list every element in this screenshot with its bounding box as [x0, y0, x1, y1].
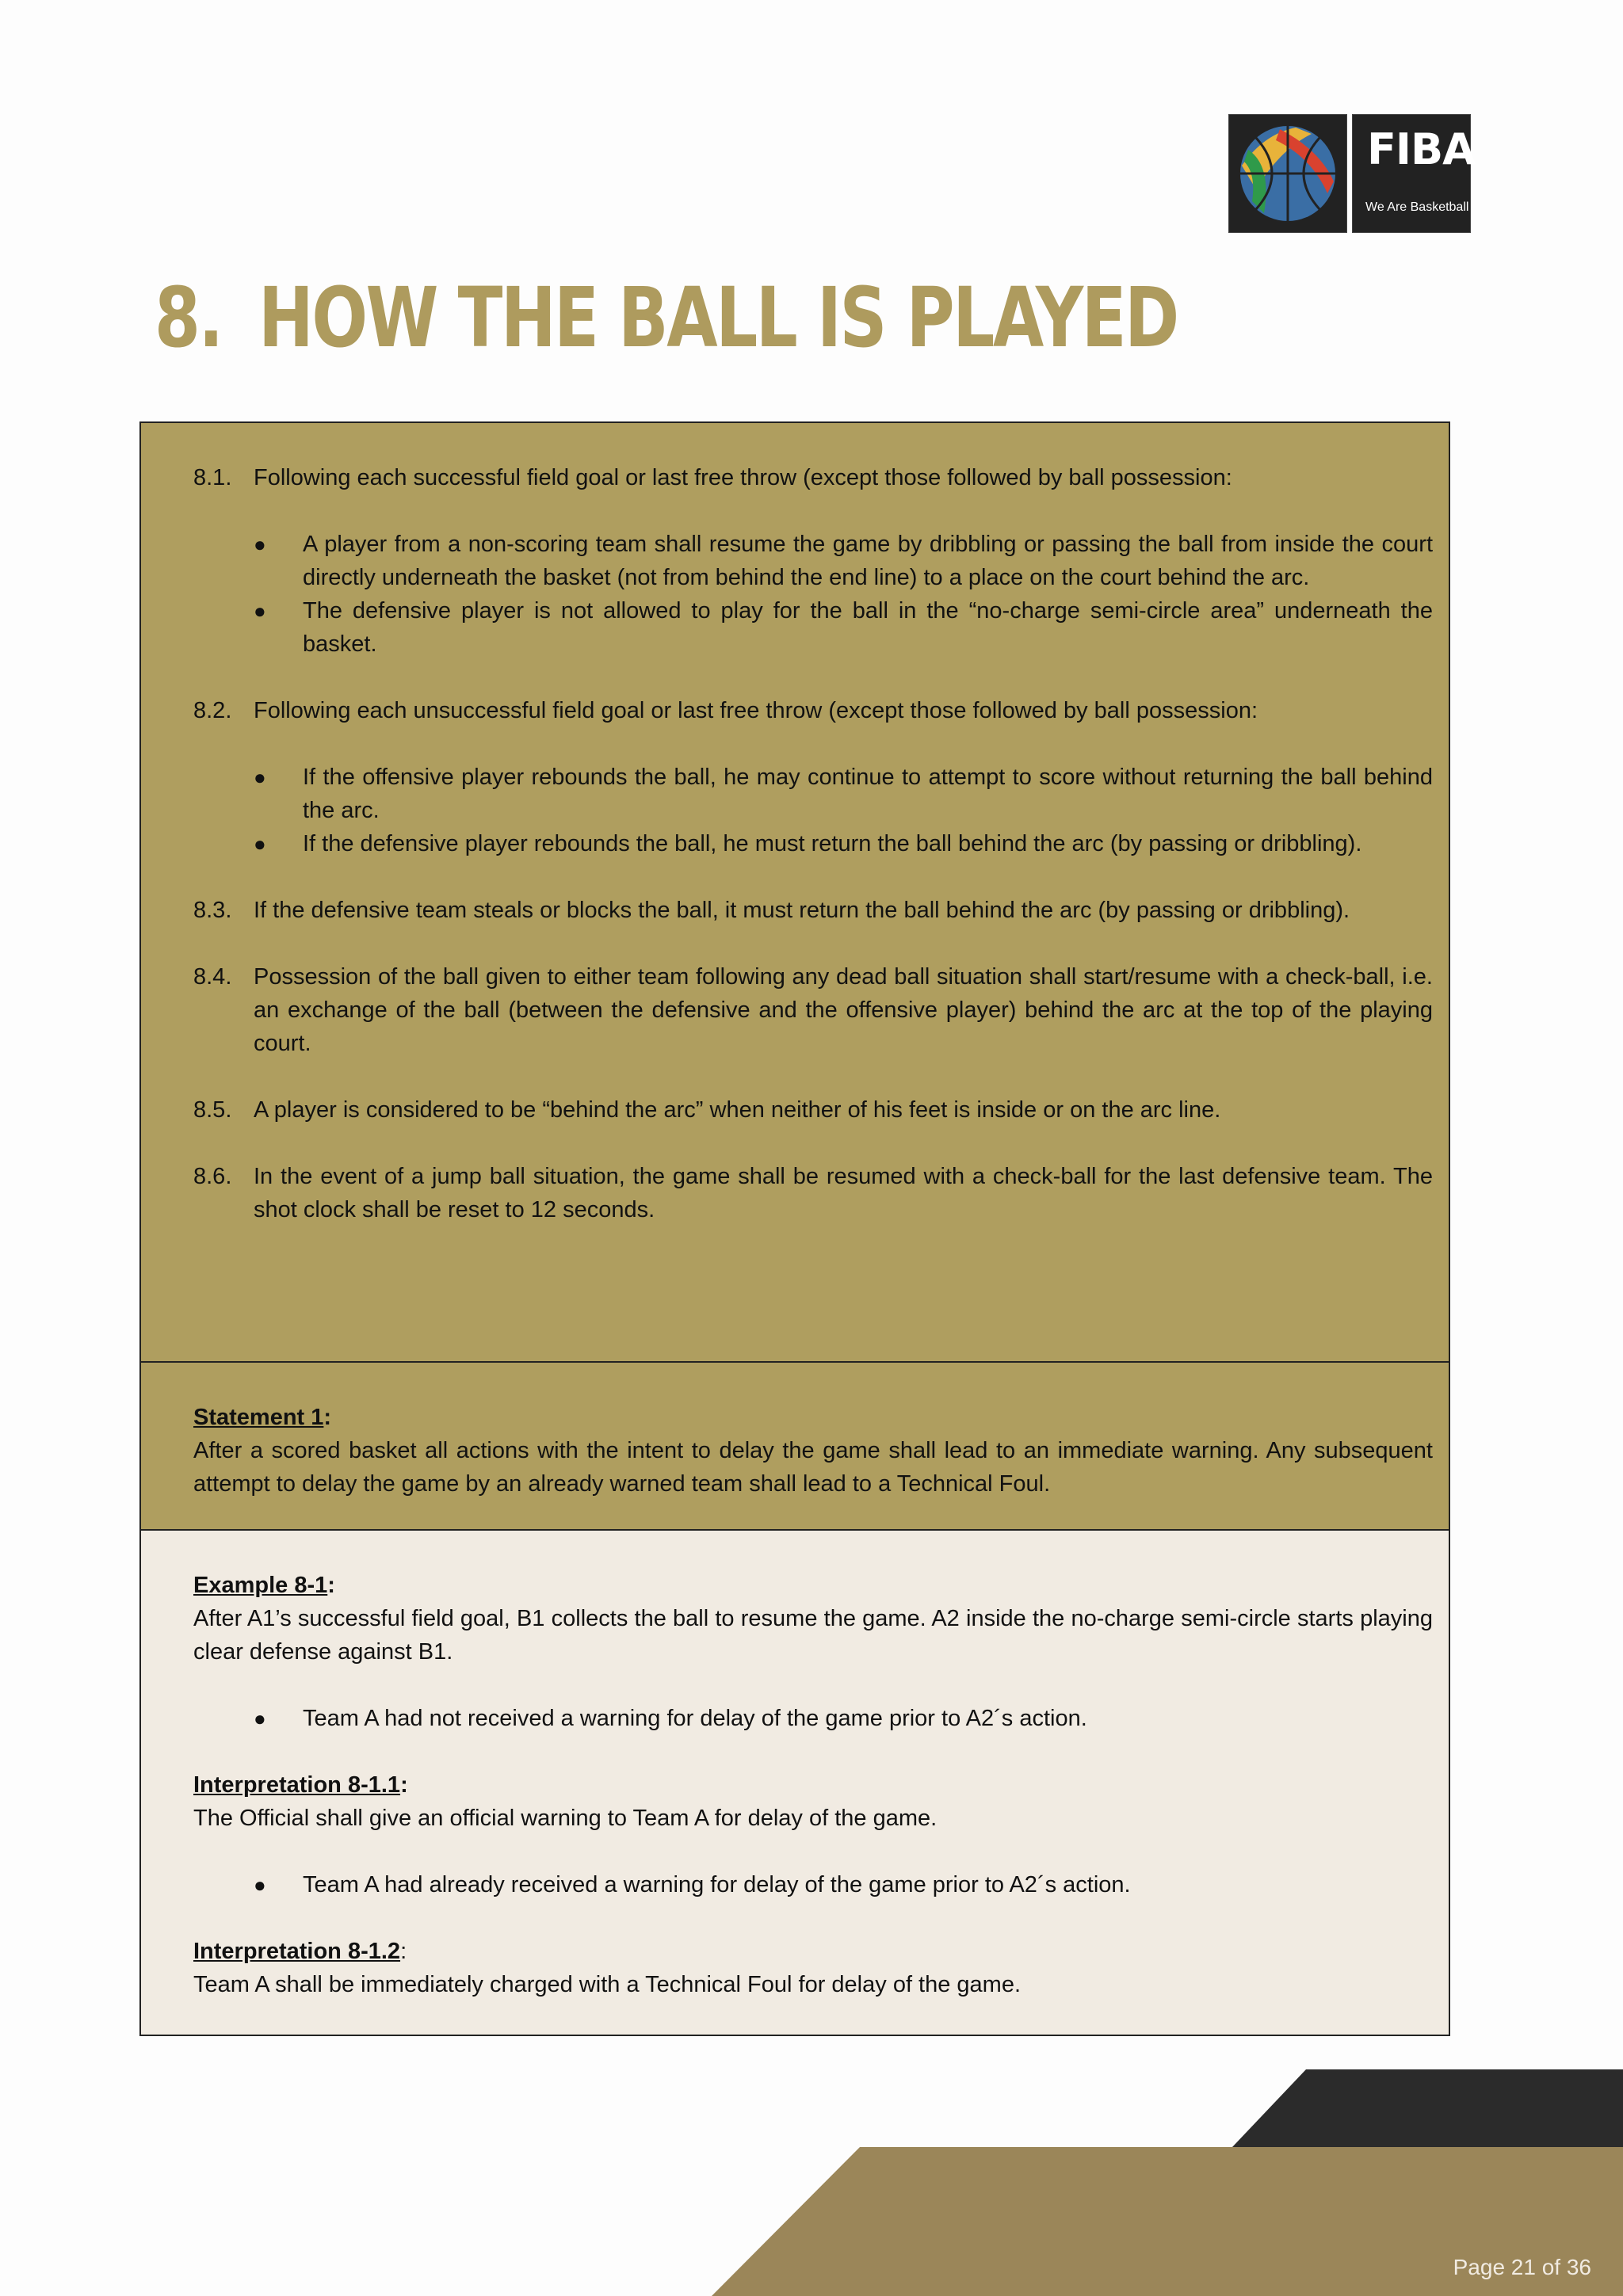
rule-text: Possession of the ball given to either team following any dead ball situation shall start/resume with a check-ball, i.e. an exchange of the ball (between the defensive and the offensive player) behind the arc at the top of the playing court. [254, 964, 1433, 1056]
rule-body [254, 1093, 1433, 1127]
list-item [254, 528, 1433, 594]
fiba-wordmark [1352, 114, 1475, 233]
bullet-text: If the offensive player rebounds the ball, he may continue to attempt to score without returning the ball behind the arc. [303, 765, 1433, 823]
footer-dark-shape [1232, 2069, 1623, 2147]
section-number: 8. [155, 269, 222, 366]
list-item [254, 827, 1433, 860]
rule-item [193, 960, 1433, 1060]
bullet-icon: ● [254, 532, 266, 556]
rule-number: 8.4. [193, 964, 232, 990]
rule-number: 8.1. [193, 465, 232, 490]
list-item [254, 761, 1433, 827]
rule-text: If the defensive team steals or blocks the ball, it must return the ball behind the arc (by passing or dribbling). [254, 898, 1350, 923]
footer-decoration [0, 2060, 1623, 2296]
list-item [254, 1702, 1433, 1735]
rule-number: 8.2. [193, 698, 232, 723]
example-bullet-text: Team A had not received a warning for delay of the game prior to A2´s action. [303, 1706, 1087, 1731]
fiba-tagline: We Are Basketball [1365, 200, 1469, 214]
example-bullet-list-2 [254, 1868, 1433, 1901]
example-text: After A1’s successful field goal, B1 collects the ball to resume the game. A2 inside the no-charge semi-circle starts playing clear defense against B1. [193, 1606, 1433, 1665]
rule-text: Following each unsuccessful field goal or last free throw (except those followed by ball possession: [254, 698, 1258, 723]
statement-text: After a scored basket all actions with the intent to delay the game shall lead to an immediate warning. Any subsequent attempt to delay the game by an already warned team shall lead to a Technical Foul. [193, 1438, 1433, 1497]
interpretation-text: The Official shall give an official warning to Team A for delay of the game. [193, 1806, 938, 1831]
basketball-logo-icon [1228, 114, 1347, 233]
interpretation-label: Interpretation 8-1.1 [193, 1772, 401, 1798]
fiba-brand-text: FIBA [1367, 124, 1475, 174]
rule-body [254, 1160, 1433, 1226]
rules-box [139, 421, 1450, 2036]
bullet-icon: ● [254, 1707, 266, 1730]
example-bullet-text: Team A had already received a warning for delay of the game prior to A2´s action. [303, 1872, 1131, 1897]
rule-item [193, 1160, 1433, 1226]
rule-number: 8.3. [193, 898, 232, 923]
rule-number: 8.5. [193, 1097, 232, 1123]
rule-text: A player is considered to be “behind the arc” when neither of his feet is inside or on the arc line. [254, 1097, 1221, 1123]
rules-list [193, 461, 1433, 1226]
list-item [254, 1868, 1433, 1901]
section-title: HOW THE BALL IS PLAYED [258, 269, 1178, 366]
rule-bullet-list [254, 528, 1433, 661]
rule-item [193, 1093, 1433, 1127]
rule-item [193, 894, 1433, 927]
rule-body [254, 960, 1433, 1060]
bullet-icon: ● [254, 765, 266, 789]
example-bullet-list-1 [254, 1702, 1433, 1735]
example-label: Example 8-1 [193, 1573, 328, 1598]
bullet-icon: ● [254, 1873, 266, 1897]
rule-text: In the event of a jump ball situation, the game shall be resumed with a check-ball for the last defensive team. The shot clock shall be reset to 12 seconds. [254, 1164, 1433, 1222]
bullet-icon: ● [254, 599, 266, 623]
example-section: Example 8-1: After A1’s successful field goal, B1 collects the ball to resume the game. A2 inside the no-charge semi-circle starts playing clear defense against B1. ● Team A had not received a warning for delay of the game prior to A2´s action. Interpretation 8-1.1: The Official shall give an official warning to Team A for delay of the game. ● Team A had already received a warning for delay of the game prior to A2´s action. Interpretation 8-1.2: Team A shall be immediately charged with a Technical Foul for delay of the game. [141, 1531, 1449, 2035]
interpretation-label: Interpretation 8-1.2 [193, 1939, 401, 1964]
rule-item [193, 694, 1433, 860]
interpretation-text: Team A shall be immediately charged with a Technical Foul for delay of the game. [193, 1972, 1022, 1997]
rule-number: 8.6. [193, 1164, 232, 1189]
rule-body [254, 694, 1433, 860]
rule-bullet-list [254, 761, 1433, 860]
section-heading [155, 269, 1178, 366]
rule-body [254, 461, 1433, 661]
bullet-text: The defensive player is not allowed to play for the ball in the “no-charge semi-circle area” underneath the basket. [303, 598, 1433, 657]
rule-text: Following each successful field goal or last free throw (except those followed by ball possession: [254, 465, 1232, 490]
statement-label: Statement 1 [193, 1405, 324, 1430]
bullet-text: A player from a non-scoring team shall resume the game by dribbling or passing the ball from inside the court directly underneath the basket (not from behind the end line) to a place on the court behind the arc. [303, 532, 1433, 590]
bullet-icon: ● [254, 832, 266, 856]
fiba-logo [1228, 114, 1475, 233]
rule-item [193, 461, 1433, 661]
rules-section [141, 423, 1449, 1363]
page-number: Page 21 of 36 [1453, 2255, 1591, 2279]
bullet-text: If the defensive player rebounds the ball, he must return the ball behind the arc (by passing or dribbling). [303, 831, 1362, 856]
statement-section: Statement 1: After a scored basket all actions with the intent to delay the game shall lead to an immediate warning. Any subsequent attempt to delay the game by an already warned team shall lead to a Technical Foul. [141, 1363, 1449, 1531]
rule-body [254, 894, 1433, 927]
list-item [254, 594, 1433, 661]
